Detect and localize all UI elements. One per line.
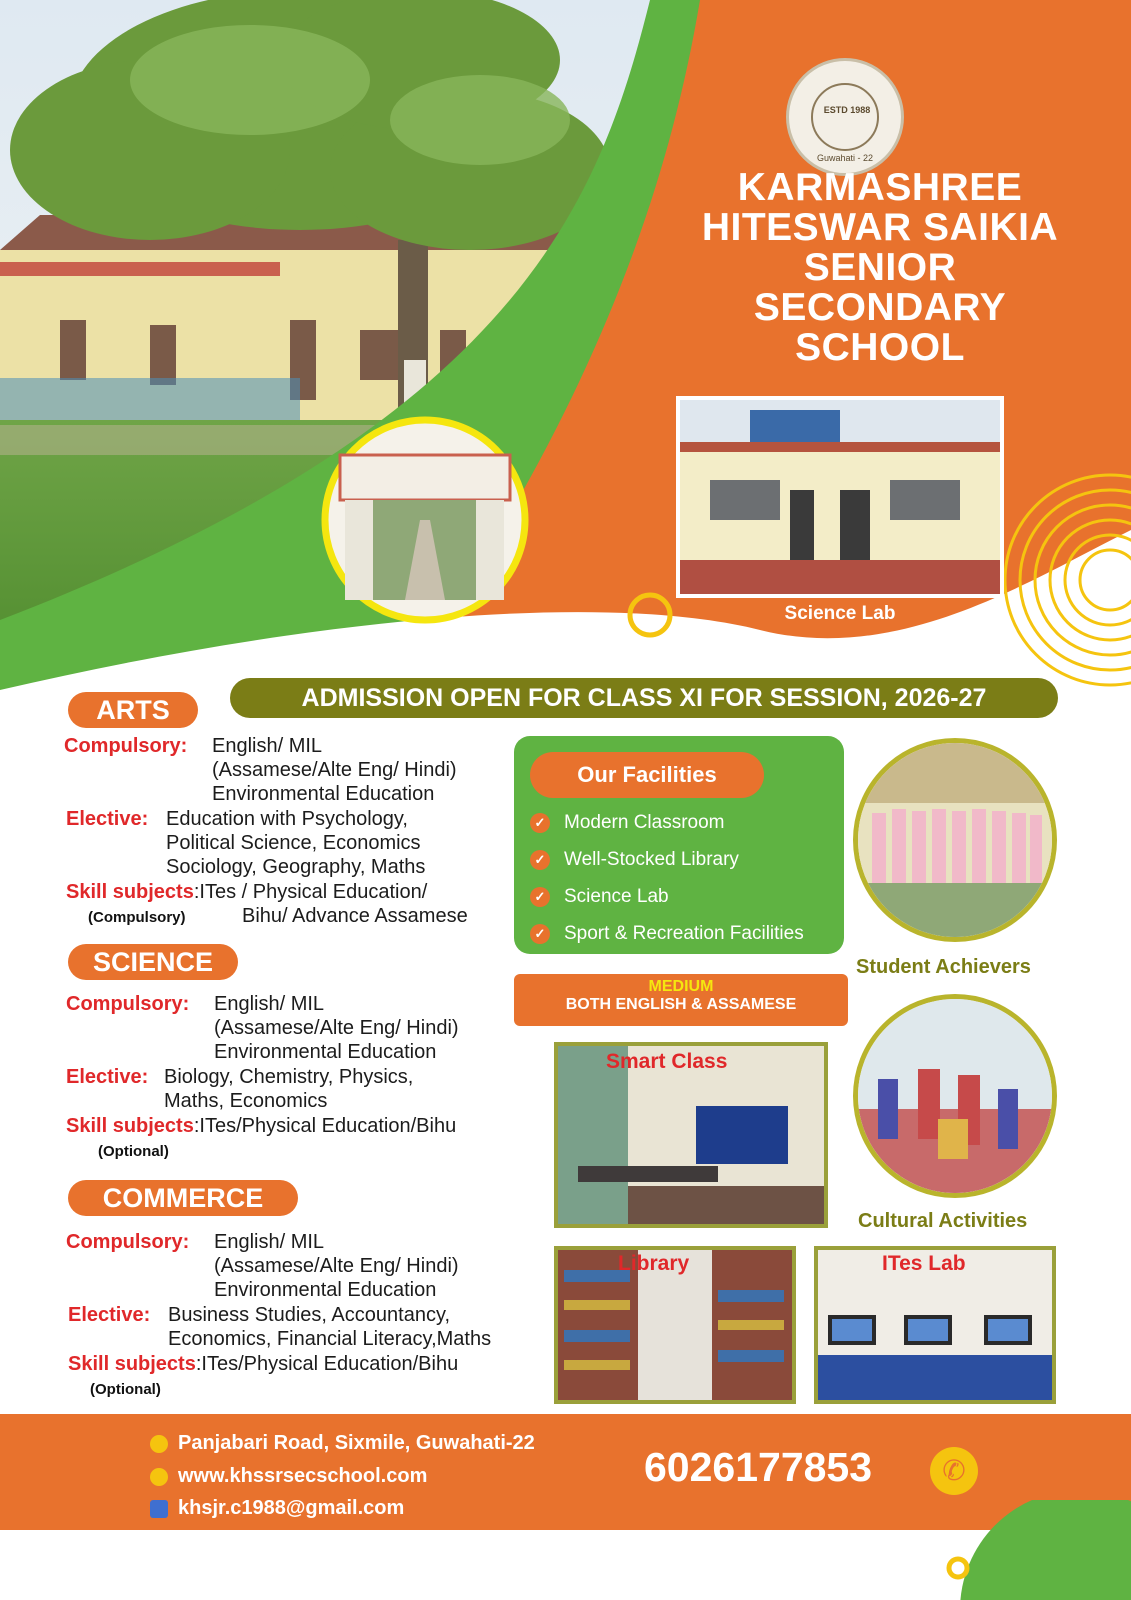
arts-skill-1: :ITes / Physical Education/ (193, 881, 428, 903)
email-link[interactable]: khsjr.c1988@gmail.com (178, 1497, 405, 1519)
science-heading: SCIENCE (68, 944, 238, 980)
check-icon: ✓ (530, 924, 550, 944)
science-elective-label: Elective: (66, 1066, 149, 1088)
medium-banner (514, 974, 848, 1026)
school-name-line-2: HITESWAR SAIKIA (701, 206, 1059, 249)
medium-value: BOTH ENGLISH & ASSAMESE (565, 996, 797, 1013)
arts-skill-label: Skill subjects (66, 881, 194, 903)
science-lab-caption: Science Lab (784, 603, 896, 624)
arts-heading: ARTS (68, 692, 198, 728)
ites-lab-label: ITes Lab (882, 1252, 966, 1275)
science-skill-note: (Optional) (98, 1143, 169, 1160)
science-elective-2: Maths, Economics (164, 1090, 328, 1112)
facility-item (530, 923, 804, 945)
arts-compulsory-1: English/ MIL (212, 735, 323, 757)
facility-label: Modern Classroom (564, 812, 725, 833)
commerce-compulsory-3: Environmental Education (214, 1279, 437, 1301)
school-name-line-3: SENIOR (803, 246, 957, 289)
science-elective-1: Biology, Chemistry, Physics, (164, 1066, 414, 1088)
check-icon: ✓ (530, 850, 550, 870)
facility-label: Science Lab (564, 886, 669, 907)
science-compulsory-2: (Assamese/Alte Eng/ Hindi) (214, 1017, 459, 1039)
students-image (858, 743, 1052, 937)
website-line (150, 1465, 427, 1488)
arts-compulsory-3: Environmental Education (212, 783, 435, 805)
website-link[interactable]: www.khssrsecschool.com (178, 1465, 428, 1487)
commerce-skill-note: (Optional) (90, 1381, 161, 1398)
commerce-compulsory-label: Compulsory: (66, 1231, 190, 1253)
arts-elective-3: Sociology, Geography, Maths (166, 856, 426, 878)
check-icon: ✓ (530, 887, 550, 907)
cultural-image (858, 999, 1052, 1193)
commerce-heading: COMMERCE (68, 1180, 298, 1216)
arts-compulsory-label: Compulsory: (64, 735, 188, 757)
facilities-title: Our Facilities (530, 752, 764, 798)
science-lab-photo (676, 396, 1004, 598)
science-compulsory-label: Compulsory: (66, 993, 190, 1015)
address-line (150, 1432, 535, 1455)
facility-label: Sport & Recreation Facilities (564, 923, 804, 944)
medium-label: MEDIUM (648, 978, 714, 995)
commerce-compulsory-2: (Assamese/Alte Eng/ Hindi) (214, 1255, 459, 1277)
arts-skill-2: Bihu/ Advance Assamese (242, 905, 468, 927)
science-compulsory-1: English/ MIL (214, 993, 325, 1015)
location-pin-icon (150, 1435, 168, 1453)
arts-compulsory-2: (Assamese/Alte Eng/ Hindi) (212, 759, 457, 781)
facility-item (530, 812, 725, 834)
science-compulsory-3: Environmental Education (214, 1041, 437, 1063)
globe-icon (150, 1468, 168, 1486)
mail-icon (150, 1500, 168, 1518)
commerce-elective-2: Economics, Financial Literacy,Maths (168, 1328, 492, 1350)
science-skill-1: :ITes/Physical Education/Bihu (193, 1115, 457, 1137)
facility-label: Well-Stocked Library (564, 849, 739, 870)
logo-city: Guwahati - 22 (816, 153, 874, 163)
logo-estd: ESTD (823, 105, 848, 115)
check-icon: ✓ (530, 813, 550, 833)
arts-skill-note: (Compulsory) (88, 909, 186, 926)
commerce-skill-label: Skill subjects (68, 1353, 196, 1375)
facility-item (530, 886, 669, 908)
science-skill-label: Skill subjects (66, 1115, 194, 1137)
phone-number[interactable]: 6026177853 (644, 1444, 873, 1490)
school-name (660, 168, 1100, 368)
school-name-line-4: SECONDARY (753, 286, 1007, 329)
school-name-line-5: SCHOOL (795, 326, 965, 369)
arts-elective-1: Education with Psychology, (166, 808, 408, 830)
facility-item (530, 849, 739, 871)
cultural-activities-caption: Cultural Activities (858, 1210, 1028, 1232)
address-text: Panjabari Road, Sixmile, Guwahati-22 (178, 1432, 535, 1454)
smart-class-label: Smart Class (606, 1050, 728, 1073)
bottom-corner-decoration (900, 1500, 1131, 1600)
school-name-line-1: KARMASHREE (737, 166, 1023, 209)
logo-year: 1988 (850, 105, 871, 115)
commerce-elective-label: Elective: (68, 1304, 151, 1326)
arts-elective-2: Political Science, Economics (166, 832, 421, 854)
phone-icon: ✆ (930, 1447, 978, 1495)
arts-elective-label: Elective: (66, 808, 149, 830)
student-achievers-caption: Student Achievers (856, 956, 1031, 978)
student-achievers-photo (853, 738, 1057, 942)
library-label: Library (618, 1252, 690, 1275)
commerce-skill-1: :ITes/Physical Education/Bihu (195, 1353, 459, 1375)
science-building-image (680, 400, 1000, 594)
logo-emblem (811, 83, 879, 151)
email-line (150, 1497, 404, 1520)
cultural-activities-photo (853, 994, 1057, 1198)
commerce-elective-1: Business Studies, Accountancy, (168, 1304, 451, 1326)
school-logo (786, 58, 904, 176)
admission-banner: ADMISSION OPEN FOR CLASS XI FOR SESSION, 2026-27 (230, 678, 1058, 718)
commerce-compulsory-1: English/ MIL (214, 1231, 325, 1253)
